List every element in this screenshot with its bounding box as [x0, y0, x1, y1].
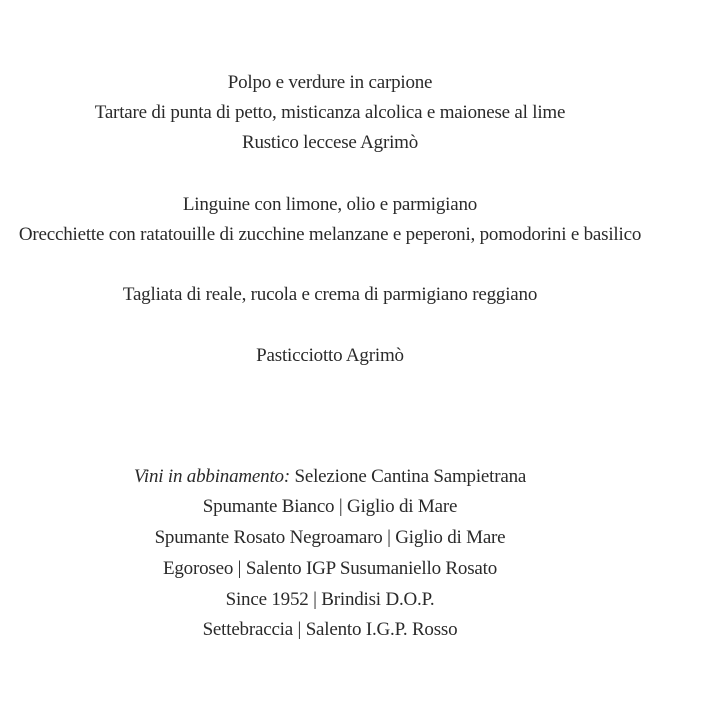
wine-pairing-winery: Selezione Cantina Sampietrana [289, 466, 527, 487]
antipasto-3: Rustico leccese Agrimò [241, 132, 419, 153]
wine-1: Spumante Bianco | Giglio di Mare [202, 496, 458, 517]
wine-5: Settebraccia | Salento I.G.P. Rosso [202, 619, 458, 640]
wine-pairing-intro [0, 465, 660, 489]
wine-3: Egoroseo | Salento IGP Susumaniello Rosato [162, 558, 498, 579]
wine-2: Spumante Rosato Negroamaro | Giglio di Mare [154, 527, 506, 548]
antipasto-2: Tartare di punta di petto, misticanza alcolica e maionese al lime [94, 102, 566, 123]
primo-1: Linguine con limone, olio e parmigiano [182, 194, 478, 215]
antipasto-1: Polpo e verdure in carpione [227, 72, 433, 93]
dolce: Pasticciotto Agrimò [256, 345, 404, 366]
primo-2: Orecchiette con ratatouille di zucchine melanzane e peperoni, pomodorini e basilico [18, 224, 642, 245]
secondo: Tagliata di reale, rucola e crema di parmigiano reggiano [122, 284, 538, 305]
wine-4: Since 1952 | Brindisi D.O.P. [225, 589, 435, 610]
wine-pairing-label: Vini in abbinamento: [133, 466, 290, 487]
